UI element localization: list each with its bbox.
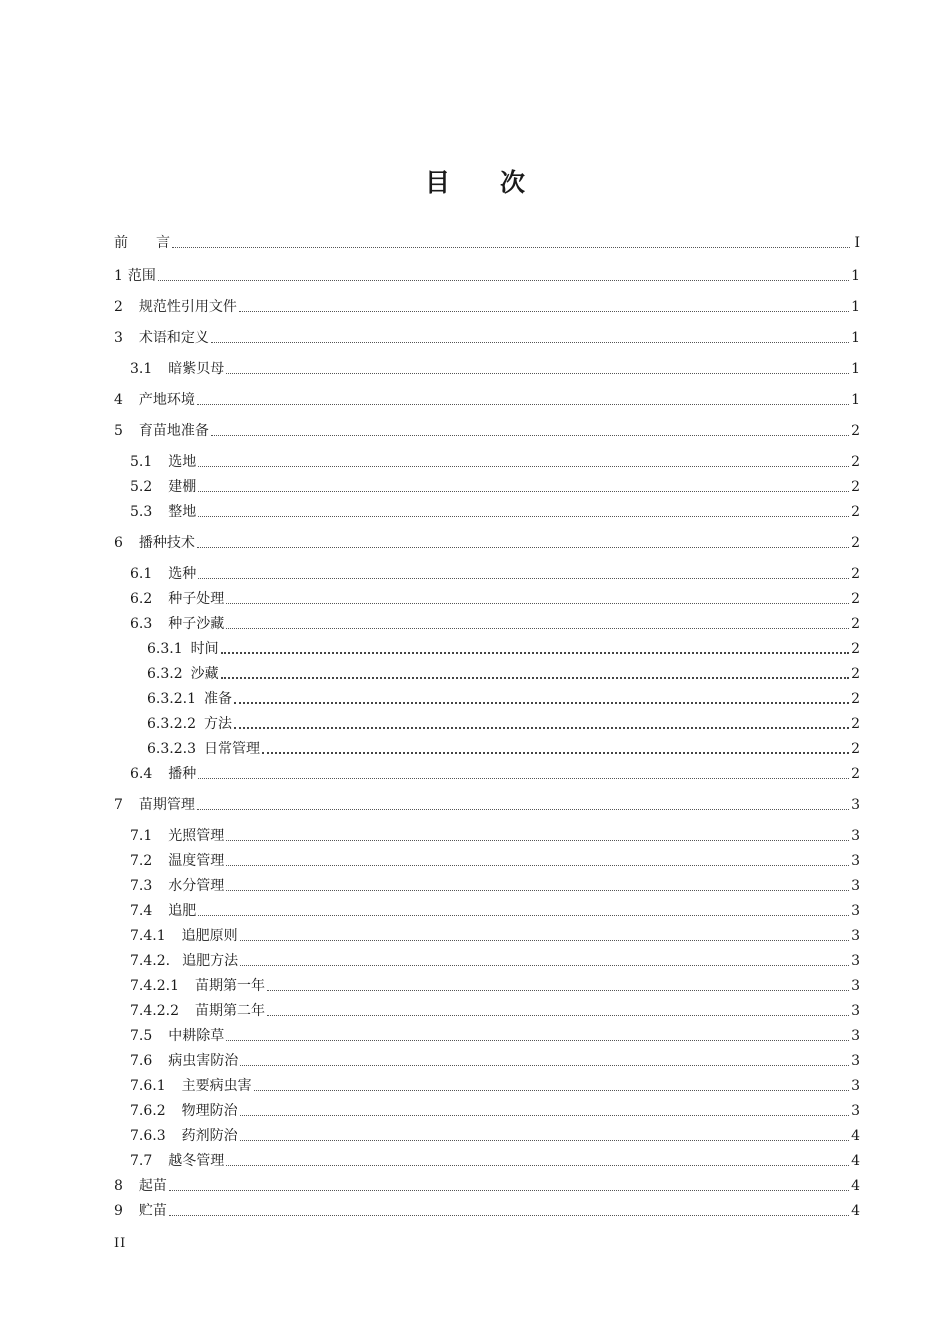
toc-entry-page: 3 — [851, 903, 860, 919]
toc-entry-number: 7.1 — [130, 828, 153, 844]
toc-entry-number: 7.5 — [130, 1028, 153, 1044]
toc-entry-label: 播种技术 — [138, 535, 195, 551]
toc-entry-label: 苗期第一年 — [194, 978, 265, 994]
toc-entry-number: 7.6 — [130, 1053, 153, 1069]
toc-entry-number: 7.4.2. — [130, 953, 171, 969]
toc-entry-number: 7.4.2.2 — [130, 1003, 179, 1019]
toc-entry-label: 暗紫贝母 — [168, 361, 225, 377]
toc-entry-page: I — [854, 235, 860, 251]
toc-entry-number: 6.3.1 — [147, 641, 183, 657]
page-title: 目 次 — [424, 168, 525, 197]
toc-leader-dots — [240, 965, 849, 966]
toc-entry-page: 3 — [851, 978, 860, 994]
toc-entry-number: 5 — [114, 423, 123, 439]
toc-entry-number: 6.3.2 — [147, 666, 183, 682]
toc-entry[interactable] — [130, 453, 860, 471]
toc-entry-number: 6.3 — [130, 616, 153, 632]
toc-entry-label: 主要病虫害 — [181, 1078, 252, 1094]
toc-entry-label: 病虫害防治 — [168, 1053, 239, 1069]
toc-entry[interactable] — [114, 329, 860, 347]
toc-leader-dots — [198, 778, 849, 779]
toc-entry-page: 3 — [851, 878, 860, 894]
toc-entry[interactable] — [147, 640, 860, 658]
toc-entry-number: 9 — [114, 1203, 123, 1219]
toc-leader-dots — [226, 865, 849, 866]
toc-entry-page: 2 — [851, 666, 860, 682]
toc-leader-dots — [221, 652, 849, 654]
toc-entry-label: 水分管理 — [168, 878, 225, 894]
toc-entry[interactable] — [130, 1027, 860, 1045]
toc-entry-label: 育苗地准备 — [138, 423, 209, 439]
toc-entry-label: 建棚 — [168, 479, 197, 495]
toc-entry-number: 7.4 — [130, 903, 153, 919]
toc-leader-dots — [267, 1015, 849, 1016]
toc-entry[interactable] — [114, 534, 860, 552]
toc-leader-dots — [226, 628, 849, 629]
toc-entry-label: 选地 — [168, 454, 197, 470]
toc-leader-dots — [198, 491, 849, 492]
toc-entry-label: 中耕除草 — [168, 1028, 225, 1044]
toc-entry[interactable] — [130, 478, 860, 496]
toc-entry-label: 苗期第二年 — [194, 1003, 265, 1019]
toc-entry-number: 6.3.2.2 — [147, 716, 196, 732]
toc-entry-page: 2 — [851, 423, 860, 439]
toc-entry-label: 日常管理 — [203, 741, 260, 757]
toc-entry-label: 起苗 — [138, 1178, 167, 1194]
toc-entry[interactable] — [130, 902, 860, 920]
toc-leader-dots — [197, 547, 849, 548]
toc-entry-page: 2 — [851, 454, 860, 470]
toc-leader-dots — [226, 603, 849, 604]
toc-entry-page: 2 — [851, 591, 860, 607]
toc-entry[interactable] — [130, 360, 860, 378]
toc-leader-dots — [211, 342, 849, 343]
toc-entry[interactable] — [130, 1052, 860, 1070]
toc-entry[interactable] — [130, 952, 860, 970]
toc-entry[interactable] — [130, 615, 860, 633]
toc-entry[interactable] — [130, 927, 860, 945]
toc-entry[interactable] — [114, 1177, 860, 1195]
toc-entry[interactable] — [130, 827, 860, 845]
toc-entry-page: 2 — [851, 535, 860, 551]
toc-entry-label: 范围 — [127, 268, 156, 284]
toc-entry-label: 贮苗 — [138, 1203, 167, 1219]
toc-entry-page: 1 — [851, 299, 860, 315]
toc-entry-label: 药剂防治 — [181, 1128, 238, 1144]
toc-entry-label: 物理防治 — [181, 1103, 238, 1119]
toc-entry-number: 6.3.2.1 — [147, 691, 196, 707]
toc-entry-page: 3 — [851, 928, 860, 944]
toc-leader-dots — [234, 702, 849, 704]
toc-entry-number: 7.7 — [130, 1153, 153, 1169]
toc-entry-number: 3.1 — [130, 361, 153, 377]
toc-entry-number: 6.1 — [130, 566, 153, 582]
toc-entry-label: 言 — [156, 235, 170, 251]
toc-entry-number: 3 — [114, 330, 123, 346]
toc-entry-label: 方法 — [203, 716, 232, 732]
toc-leader-dots — [226, 840, 849, 841]
toc-entry-number: 6 — [114, 535, 123, 551]
toc-entry-number: 6.3.2.3 — [147, 741, 196, 757]
toc-entry[interactable] — [114, 267, 860, 285]
toc-entry-label: 温度管理 — [168, 853, 225, 869]
toc-entry-number: 7.6.3 — [130, 1128, 166, 1144]
toc-entry-page: 3 — [851, 797, 860, 813]
toc-entry-page: 4 — [851, 1128, 860, 1144]
toc-entry-label: 种子沙藏 — [168, 616, 225, 632]
toc-entry[interactable] — [130, 1102, 860, 1120]
toc-entry-number: 6.2 — [130, 591, 153, 607]
toc-leader-dots — [234, 727, 849, 729]
toc-entry-page: 4 — [851, 1203, 860, 1219]
toc-entry[interactable] — [130, 852, 860, 870]
toc-entry-page: 3 — [851, 853, 860, 869]
toc-entry-page: 3 — [851, 1078, 860, 1094]
toc-leader-dots — [198, 915, 849, 916]
toc-entry-page: 1 — [851, 361, 860, 377]
toc-leader-dots — [221, 677, 849, 679]
toc-leader-dots — [240, 1140, 849, 1141]
toc-entry[interactable] — [130, 503, 860, 521]
toc-entry-label: 整地 — [168, 504, 197, 520]
toc-leader-dots — [226, 890, 849, 891]
toc-leader-dots — [198, 466, 849, 467]
toc-entry-label: 越冬管理 — [168, 1153, 225, 1169]
toc-leader-dots — [239, 311, 849, 312]
toc-entry-label: 选种 — [168, 566, 197, 582]
toc-leader-dots — [240, 1065, 849, 1066]
toc-entry-number: 7 — [114, 797, 123, 813]
toc-entry-label: 种子处理 — [168, 591, 225, 607]
toc-entry-label: 规范性引用文件 — [138, 299, 237, 315]
toc-entry-number: 8 — [114, 1178, 123, 1194]
toc-entry-page: 4 — [851, 1153, 860, 1169]
toc-entry-label: 术语和定义 — [138, 330, 209, 346]
toc-entry-number: 7.6.1 — [130, 1078, 166, 1094]
toc-entry-label: 准备 — [203, 691, 232, 707]
toc-entry-page: 3 — [851, 828, 860, 844]
toc-entry-number: 7.6.2 — [130, 1103, 166, 1119]
toc-entry[interactable] — [114, 796, 860, 814]
toc-leader-dots — [240, 940, 849, 941]
toc-leader-dots — [158, 280, 849, 281]
toc-entry-number: 7.3 — [130, 878, 153, 894]
toc-leader-dots — [169, 1190, 849, 1191]
toc-leader-dots — [169, 1215, 849, 1216]
toc-entry-number: 7.4.1 — [130, 928, 166, 944]
toc-entry[interactable] — [114, 1202, 860, 1220]
toc-leader-dots — [172, 247, 850, 248]
toc-entry[interactable] — [147, 665, 860, 683]
toc-entry-page: 1 — [851, 392, 860, 408]
toc-leader-dots — [226, 1165, 849, 1166]
toc-leader-dots — [198, 516, 849, 517]
toc-entry[interactable] — [130, 590, 860, 608]
toc-leader-dots — [262, 752, 849, 754]
toc-entry-page: 1 — [851, 268, 860, 284]
toc-entry-label: 播种 — [168, 766, 197, 782]
toc-entry[interactable] — [130, 1152, 860, 1170]
toc-entry-number: 4 — [114, 392, 123, 408]
toc-entry[interactable] — [114, 391, 860, 409]
toc-entry-label: 追肥原则 — [181, 928, 238, 944]
toc-entry-number: 2 — [114, 299, 123, 315]
toc-entry-label: 产地环境 — [138, 392, 195, 408]
toc-entry-number: 7.4.2.1 — [130, 978, 179, 994]
toc-entry[interactable] — [130, 1127, 860, 1145]
toc-entry[interactable] — [130, 565, 860, 583]
toc-entry[interactable] — [114, 422, 860, 440]
toc-entry[interactable] — [130, 877, 860, 895]
toc-entry-number: 5.1 — [130, 454, 153, 470]
toc-entry[interactable] — [130, 1077, 860, 1095]
toc-entry[interactable] — [130, 1002, 860, 1020]
toc-entry-page: 3 — [851, 1103, 860, 1119]
toc-entry[interactable] — [147, 715, 860, 733]
toc-leader-dots — [267, 990, 849, 991]
toc-entry-page: 2 — [851, 479, 860, 495]
toc-entry[interactable] — [114, 298, 860, 316]
toc-entry-page: 2 — [851, 741, 860, 757]
toc-entry-page: 2 — [851, 716, 860, 732]
toc-entry-number: 7.2 — [130, 853, 153, 869]
toc-entry-foreword[interactable] — [114, 234, 860, 252]
toc-entry-page: 2 — [851, 566, 860, 582]
toc-leader-dots — [197, 809, 849, 810]
toc-entry-number: 5.2 — [130, 479, 153, 495]
toc-entry-page: 2 — [851, 766, 860, 782]
toc-entry-page: 3 — [851, 1003, 860, 1019]
toc-entry-page: 3 — [851, 1053, 860, 1069]
toc-entry[interactable] — [147, 740, 860, 758]
footer-page-number: II — [114, 1236, 127, 1251]
toc-entry-page: 1 — [851, 330, 860, 346]
toc-leader-dots — [197, 404, 849, 405]
toc-entry-page: 3 — [851, 1028, 860, 1044]
toc-entry-number: 6.4 — [130, 766, 153, 782]
toc-leader-dots — [240, 1115, 849, 1116]
toc-entry-label: 追肥方法 — [182, 953, 239, 969]
toc-leader-dots — [226, 373, 849, 374]
toc-entry-label: 苗期管理 — [138, 797, 195, 813]
toc-entry-page: 2 — [851, 504, 860, 520]
toc-entry-page: 2 — [851, 691, 860, 707]
toc-leader-dots — [254, 1090, 849, 1091]
toc-leader-dots — [226, 1040, 849, 1041]
toc-entry-page: 3 — [851, 953, 860, 969]
toc-entry-label: 沙藏 — [190, 666, 219, 682]
toc-entry-number: 前 — [114, 235, 128, 251]
toc-leader-dots — [211, 435, 849, 436]
toc-entry-label: 光照管理 — [168, 828, 225, 844]
toc-entry-number: 5.3 — [130, 504, 153, 520]
toc-entry[interactable] — [130, 765, 860, 783]
toc-entry[interactable] — [130, 977, 860, 995]
toc-entry-page: 2 — [851, 641, 860, 657]
toc-entry-label: 追肥 — [168, 903, 197, 919]
toc-entry-page: 4 — [851, 1178, 860, 1194]
toc-entry-page: 2 — [851, 616, 860, 632]
toc-entry-number: 1 — [114, 268, 123, 284]
toc-entry-label: 时间 — [190, 641, 219, 657]
toc-entry[interactable] — [147, 690, 860, 708]
toc-leader-dots — [198, 578, 849, 579]
